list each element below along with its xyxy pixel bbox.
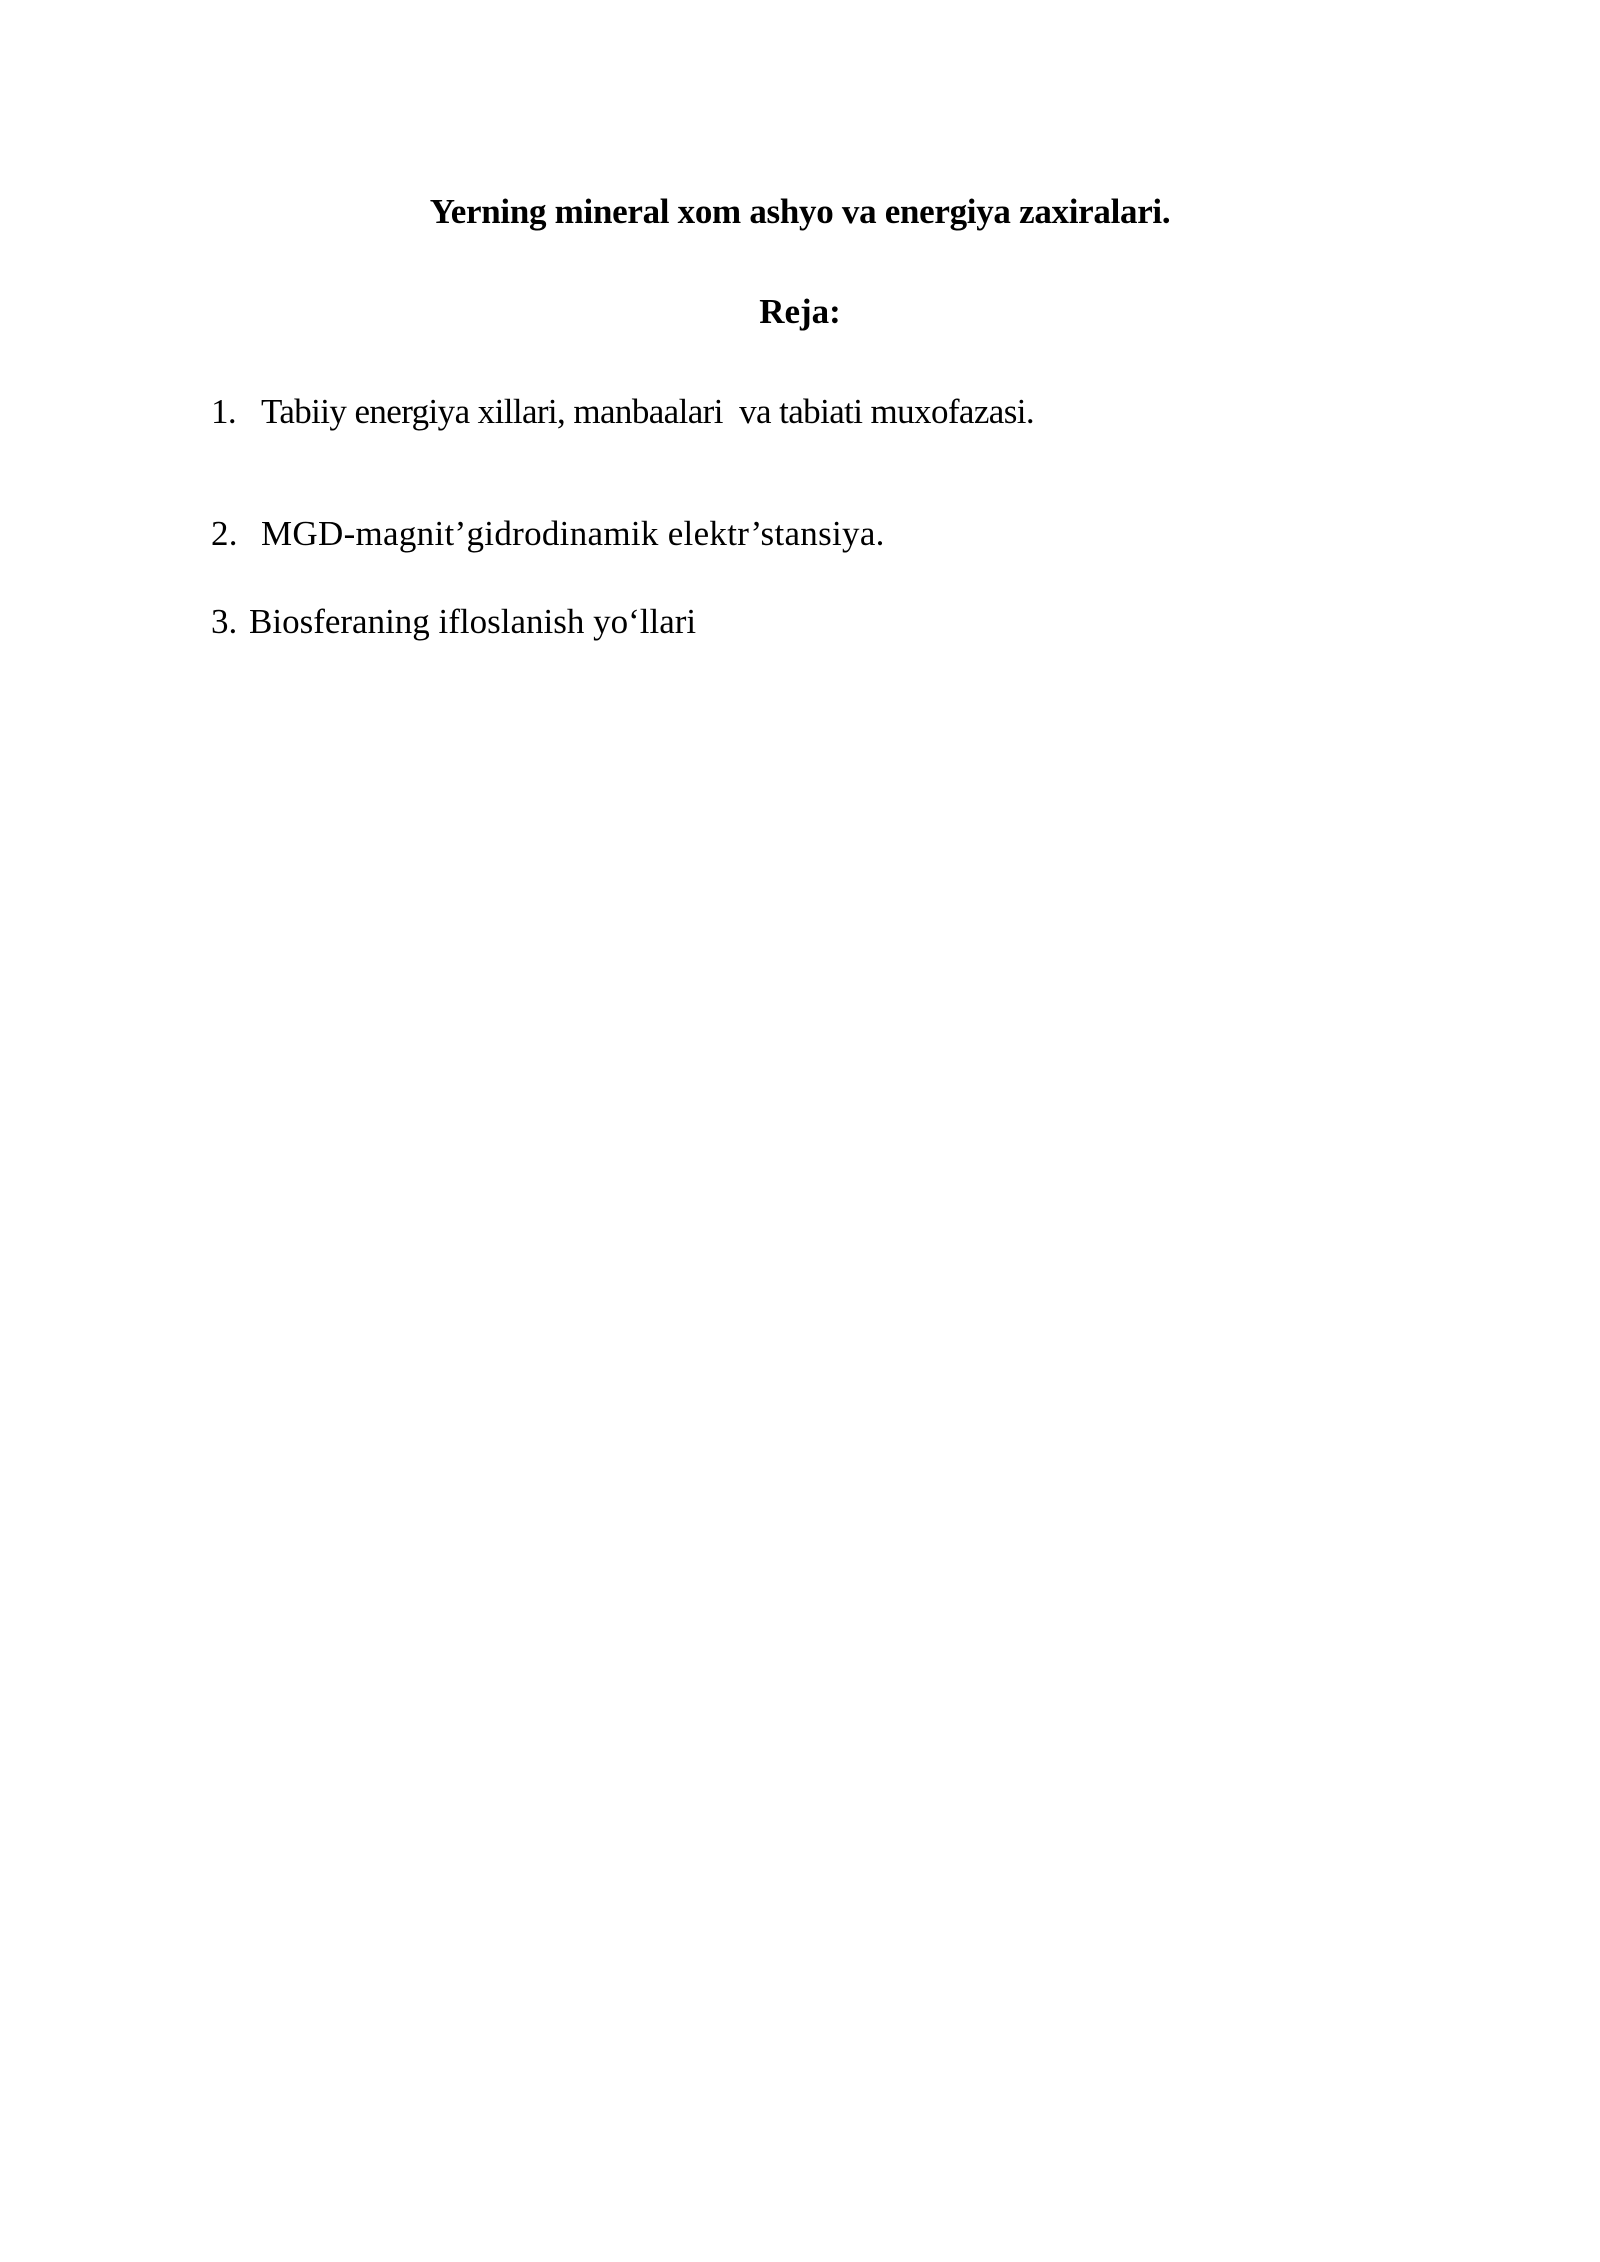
plan-item xyxy=(211,596,696,648)
plan-item-number: 2. xyxy=(211,514,238,553)
plan-item-text: Biosferaning ifloslanish yo‘llari xyxy=(249,602,697,641)
plan-item-number: 3. xyxy=(211,602,238,641)
plan-item-text: Tabiiy energiya xillari, manbaalari va tabiati muxofazasi. xyxy=(261,392,1035,431)
plan-item-number: 1. xyxy=(211,392,237,431)
plan-item xyxy=(211,386,1034,438)
plan-heading: Reja: xyxy=(759,292,841,331)
document-title: Yerning mineral xom ashyo va energiya zaxiralari. xyxy=(429,192,1171,231)
plan-item-text: MGD-magnit’gidrodinamik elektr’stansiya. xyxy=(261,514,885,553)
plan-item xyxy=(211,508,885,560)
